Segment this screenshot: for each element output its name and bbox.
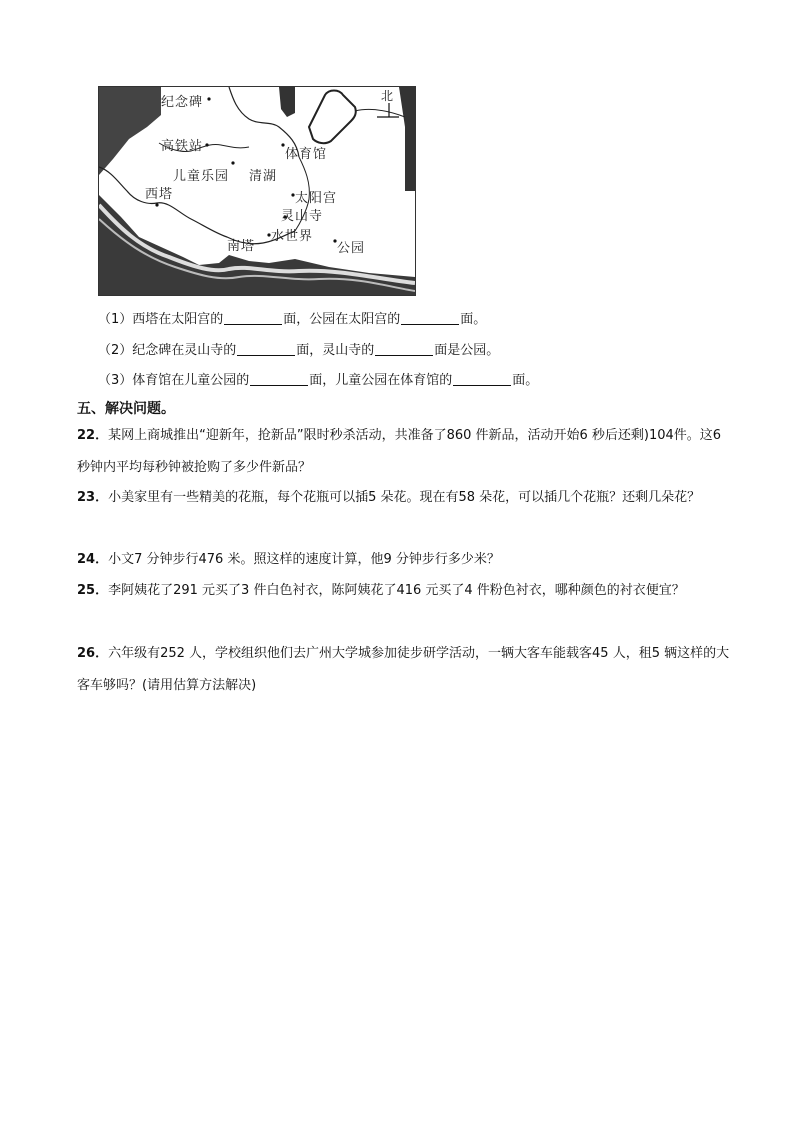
map-label-lingshan-temple: 灵山寺 <box>281 209 324 224</box>
answer-blank[interactable] <box>250 372 308 386</box>
problem-number: 25． <box>77 583 109 598</box>
map-label-sun-palace: 太阳宫 <box>295 191 338 206</box>
map-label-clear-lake: 清湖 <box>249 169 278 184</box>
map-label-memorial: 纪念碑 <box>161 95 204 110</box>
answer-blank[interactable] <box>453 372 511 386</box>
problem-text: 李阿姨花了291 元买了3 件白色衬衣，陈阿姨花了416 元买了4 件粉色衬衣，哪种颜色的衬衣便宜？ <box>108 583 685 598</box>
problem-number: 22． <box>77 428 109 443</box>
problem-22 <box>77 420 737 484</box>
map-question-2: （2）纪念碑在灵山寺的 面，灵山寺的 面是公园。 <box>98 343 500 358</box>
answer-blank[interactable] <box>401 311 459 325</box>
problem-25 <box>77 575 737 607</box>
problem-text: 某网上商城推出“迎新年，抢新品”限时秒杀活动，共准备了860 件新品，活动开始6 秒后还剩)104件。这6 秒钟内平均每秒钟被抢购了多少件新品？ <box>77 428 722 475</box>
map-question-3: （3）体育馆在儿童公园的 面，儿童公园在体育馆的 面。 <box>98 373 539 388</box>
map-question-1: （1）西塔在太阳宫的 面，公园在太阳宫的 面。 <box>98 312 487 327</box>
problem-23 <box>77 482 737 514</box>
problem-24 <box>77 544 737 576</box>
map-label-west-tower: 西塔 <box>145 187 174 202</box>
answer-blank[interactable] <box>375 342 433 356</box>
problem-text: 小美家里有一些精美的花瓶，每个花瓶可以插5 朵花。现在有58 朵花，可以插几个花瓶？还剩几朵花？ <box>108 490 701 505</box>
problem-text: 六年级有252 人，学校组织他们去广州大学城参加徒步研学活动，一辆大客车能载客45 人，租5 辆这样的大客车够吗？(请用估算方法解决) <box>77 646 730 693</box>
answer-blank[interactable] <box>224 311 282 325</box>
problem-number: 26． <box>77 646 109 661</box>
problem-26 <box>77 638 737 702</box>
section-title: 五、解决问题。 <box>77 401 175 417</box>
map-label-water-world: 水世界 <box>271 229 314 244</box>
map-north-label: 北 <box>381 89 395 103</box>
map-figure <box>98 86 416 296</box>
answer-blank[interactable] <box>237 342 295 356</box>
map-label-park: 公园 <box>337 241 366 256</box>
map-label-rail-station: 高铁站 <box>161 139 204 154</box>
map-label-stadium: 体育馆 <box>285 147 328 162</box>
map-label-kids-park: 儿童乐园 <box>173 169 230 184</box>
map-label-south-tower: 南塔 <box>227 239 256 254</box>
problem-number: 23． <box>77 490 109 505</box>
problem-number: 24． <box>77 552 109 567</box>
problem-text: 小文7 分钟步行476 米。照这样的速度计算，他9 分钟步行多少米？ <box>108 552 500 567</box>
